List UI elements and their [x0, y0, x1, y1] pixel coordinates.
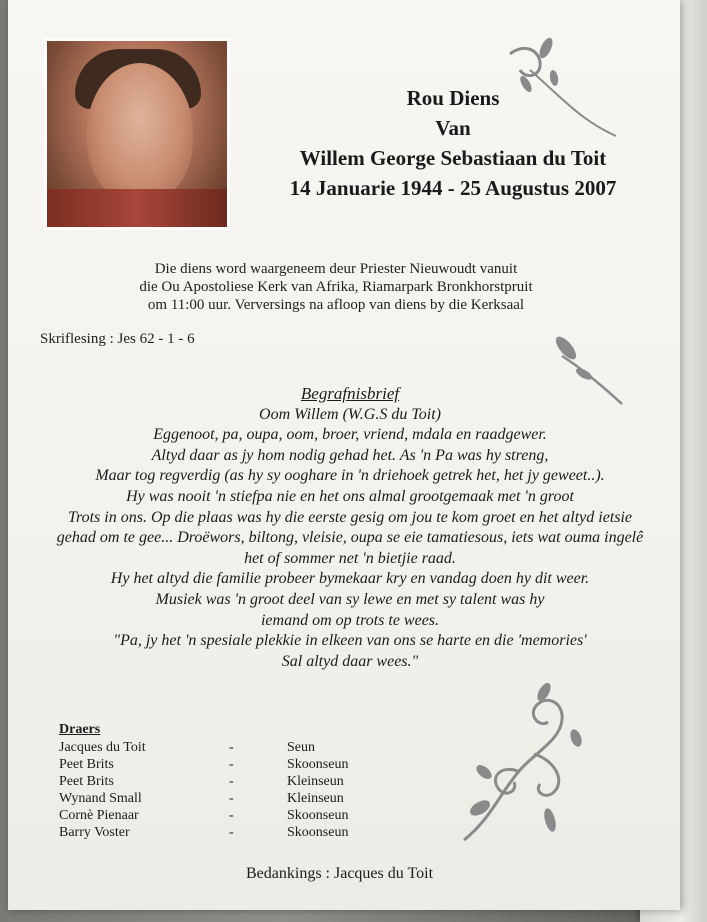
bearer-dash: -: [229, 791, 234, 806]
letter-line: Sal altyd daar wees.": [281, 652, 419, 670]
service-line: die Ou Apostoliese Kerk van Afrika, Riamarpark Bronkhorstpruit: [139, 279, 533, 295]
letter-subtitle: Oom Willem (W.G.S du Toit): [259, 405, 441, 423]
letter-line: "Pa, jy het 'n spesiale plekkie in elkeen van ons se harte en die 'memories': [113, 632, 587, 650]
service-details: [66, 260, 606, 314]
list-item: [59, 740, 315, 757]
bearer-relation: Kleinseun: [287, 791, 344, 806]
bearer-dash: -: [229, 757, 234, 772]
bearer-relation: Skoonseun: [287, 757, 349, 772]
bearer-dash: -: [229, 774, 234, 789]
letter-line: Trots in ons. Op die plaas was hy die eerste gesig om jou te kom groet en het altyd ietsie: [67, 508, 633, 526]
letter-line: Hy was nooit 'n stiefpa nie en het ons almal grootgemaak met 'n groot: [126, 487, 574, 505]
bearer-name: Peet Brits: [59, 774, 114, 789]
list-item: [59, 774, 344, 791]
bearer-name: Barry Voster: [59, 825, 130, 840]
letter-title: Begrafnisbrief: [300, 384, 400, 403]
acknowledgements: Bedankings : Jacques du Toit: [246, 865, 434, 882]
list-item: [59, 791, 344, 808]
service-line: om 11:00 uur. Verversings na afloop van diens by die Kerksaal: [147, 297, 525, 313]
pallbearers-list: [59, 722, 349, 842]
letter-line: Hy het altyd die familie probeer bymekaar kry en vandag doen hy dit weer.: [110, 570, 590, 588]
bearer-dash: -: [229, 808, 234, 823]
letter-line: Eggenoot, pa, oupa, oom, broer, vriend, mdala en raadgewer.: [153, 426, 547, 444]
letter-line: Maar tog regverdig (as hy sy ooghare in 'n driehoek getrek het, het jy geweet..).: [95, 467, 605, 485]
letter-line: het of sommer net 'n bietjie raad.: [244, 549, 456, 567]
bearer-relation: Seun: [287, 740, 315, 755]
funeral-letter: [30, 384, 670, 672]
list-item: [59, 825, 349, 842]
portrait-photo: [44, 38, 230, 230]
letter-line: gehad om te gee... Droëwors, biltong, vleisie, oupa se eie tamatiesous, iets wat ouma ingelê: [56, 529, 644, 547]
swirl-bottom-ornament: [450, 680, 590, 850]
bearer-name: Jacques du Toit: [59, 740, 146, 755]
bearer-name: Wynand Small: [59, 791, 142, 806]
bearer-name: Cornè Pienaar: [59, 808, 139, 823]
bearer-relation: Skoonseun: [287, 808, 349, 823]
bearer-dash: -: [229, 740, 234, 755]
pallbearers-heading: Draers: [59, 722, 101, 737]
scripture-reading: Skriflesing : Jes 62 - 1 - 6: [40, 331, 195, 347]
bearer-name: Peet Brits: [59, 757, 114, 772]
service-line: Die diens word waargeneem deur Priester Nieuwoudt vanuit: [154, 261, 518, 277]
page-title: Rou Diens: [406, 86, 500, 110]
list-item: [59, 757, 349, 774]
letter-line: Musiek was 'n groot deel van sy lewe en met sy talent was hy: [155, 590, 545, 608]
letter-line: Altyd daar as jy hom nodig gehad het. As 'n Pa was hy streng,: [151, 446, 549, 464]
bearer-dash: -: [229, 825, 234, 840]
bearer-relation: Skoonseun: [287, 825, 349, 840]
page-subtitle: Van: [435, 116, 471, 140]
letter-line: iemand om op trots te wees.: [260, 611, 440, 629]
bearer-relation: Kleinseun: [287, 774, 344, 789]
life-dates: 14 Januarie 1944 - 25 Augustus 2007: [289, 176, 617, 200]
portrait-face: [87, 63, 193, 203]
deceased-name: Willem George Sebastiaan du Toit: [299, 146, 607, 170]
portrait-shirt: [47, 189, 227, 227]
list-item: [59, 808, 349, 825]
